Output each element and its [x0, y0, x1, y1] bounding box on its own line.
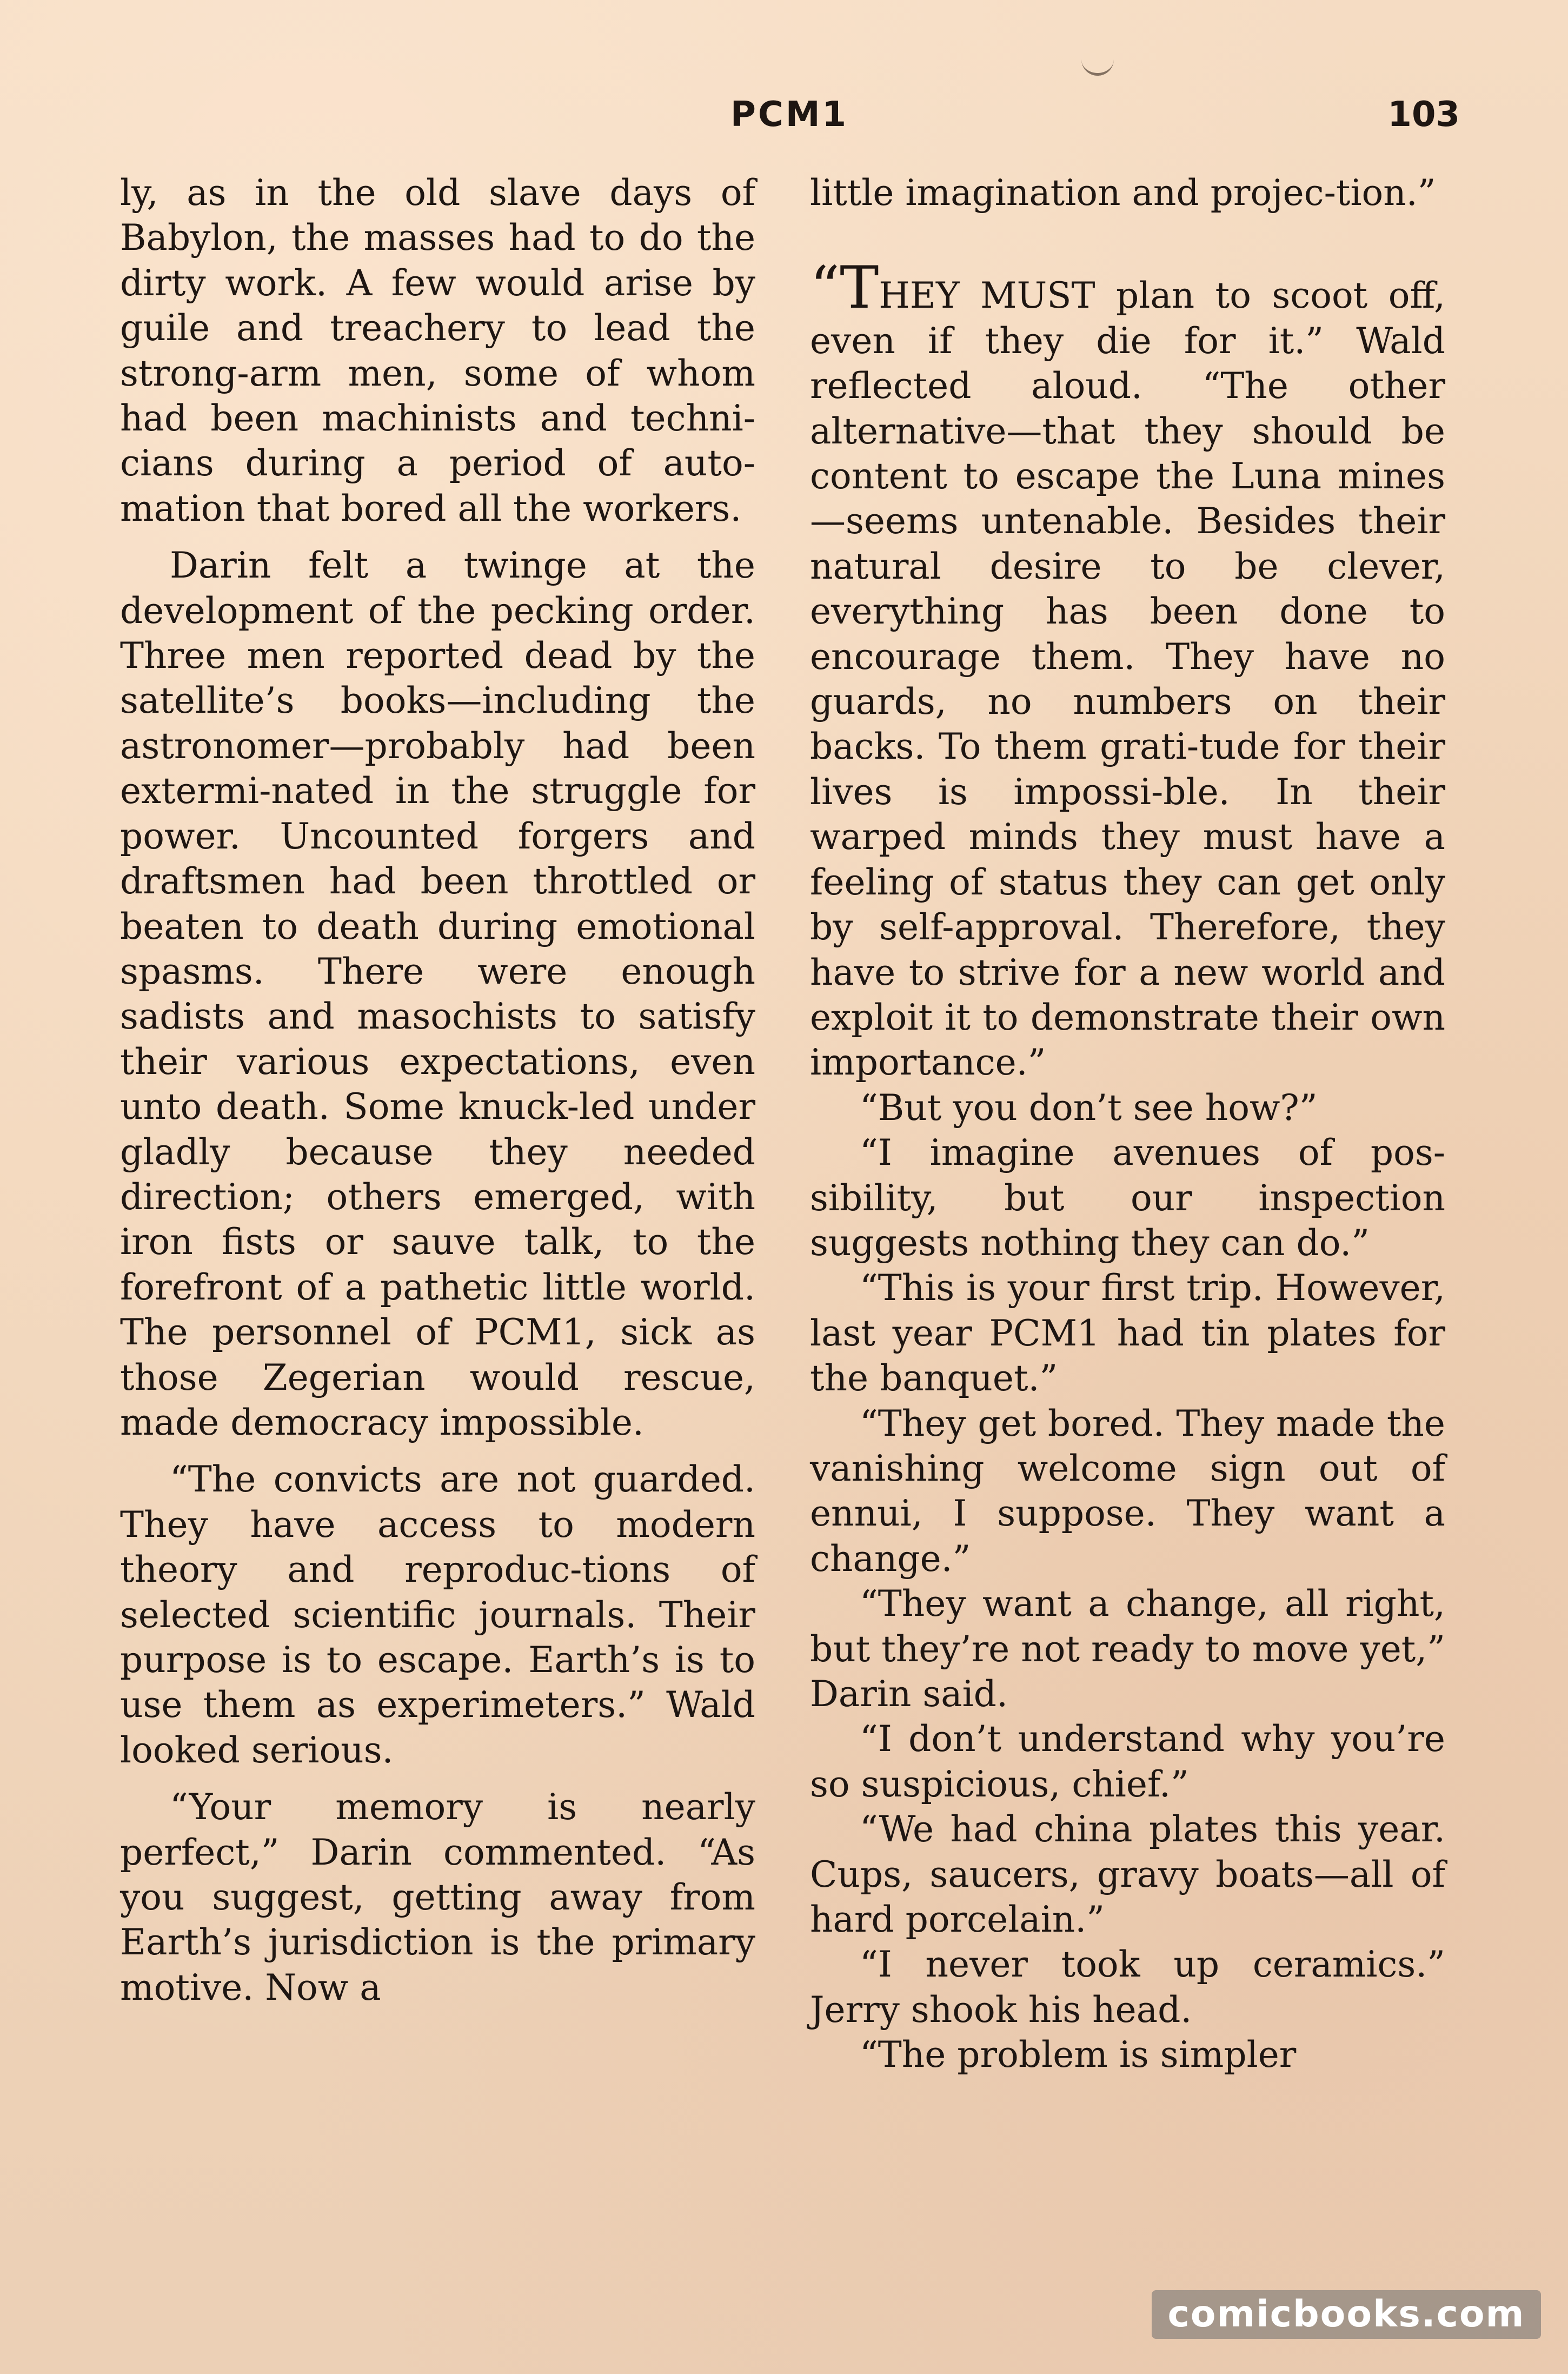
paragraph: “I never took up ceramics.” Jerry shook his head. [810, 1944, 1445, 2031]
site-watermark: comicbooks.com [1152, 2290, 1541, 2339]
paragraph: ly, as in the old slave days of Babylon, the masses had to do the dirty work. A few would arise by guile and treachery to lead the strong-arm men, some of whom had been machinists and techni-cians during a period of auto-mation that bored all the workers. [120, 172, 755, 529]
right-column [810, 170, 1445, 2078]
paragraph: “We had china plates this year. Cups, saucers, gravy boats—all of hard porcelain.” [810, 1808, 1445, 1941]
page-number: 103 [1387, 95, 1460, 135]
paragraph: “This is your first trip. However, last year PCM1 had tin plates for the banquet.” [810, 1267, 1445, 1400]
paragraph: “Your memory is nearly perfect,” Darin commented. “As you suggest, getting away from Earth’s jurisdiction is the primary motive. Now a [120, 1786, 755, 2008]
page-header [0, 95, 1568, 149]
paragraph: “I don’t understand why you’re so suspicious, chief.” [810, 1718, 1445, 1805]
running-head: PCM1 [730, 95, 849, 135]
paragraph: “They get bored. They made the vanishing welcome sign out of ennui, I suppose. They want a change.” [810, 1402, 1445, 1580]
paragraph-text: HEY MUST plan to scoot off, even if they die for it.” Wald reflected aloud. “The other alternative—that they should be content to escape the Luna mines—seems untenable. Besides their natural desire to be clever, everything has been done to encourage them. They have no guards, no numbers on their backs. To them grati-tude for their lives is impossi-ble. In their warped minds they must have a feeling of status they can get only by self-approval. Therefore, they have to strive for a new world and exploit it to demonstrate their own importance.” [810, 275, 1445, 1084]
paragraph: Darin felt a twinge at the development of the pecking order. Three men reported dead by the satellite’s books—including the astronomer—probably had been extermi-nated in the struggle for power. Uncounted forgers and draftsmen had been throttled or beaten to death during emotional spasms. There were enough sadists and masochists to satisfy their various expectations, even unto death. Some knuck-led under gladly because they needed direction; others emerged, with iron fists or sauve talk, to the forefront of a pathetic little world. The personnel of PCM1, sick as those Zegerian would rescue, made democracy impossible. [120, 545, 755, 1443]
left-column [120, 170, 755, 2010]
paragraph: “The convicts are not guarded. They have access to modern theory and reproduc-tions of selected scientific journals. Their purpose is to escape. Earth’s is to use them as experimeters.” Wald looked serious. [120, 1458, 755, 1771]
paragraph-with-drop-cap [810, 254, 1445, 1085]
paragraph: little imagination and projec-tion.” [810, 172, 1436, 214]
paragraph: “They want a change, all right, but they’re not ready to move yet,” Darin said. [810, 1583, 1445, 1715]
paragraph: “I imagine avenues of pos-sibility, but our inspection suggests nothing they can do.” [810, 1132, 1445, 1264]
ink-smudge-mark [1081, 51, 1114, 76]
paragraph: “The problem is simpler [860, 2034, 1297, 2076]
paragraph: “But you don’t see how?” [860, 1086, 1318, 1129]
drop-cap: “T [810, 254, 879, 322]
